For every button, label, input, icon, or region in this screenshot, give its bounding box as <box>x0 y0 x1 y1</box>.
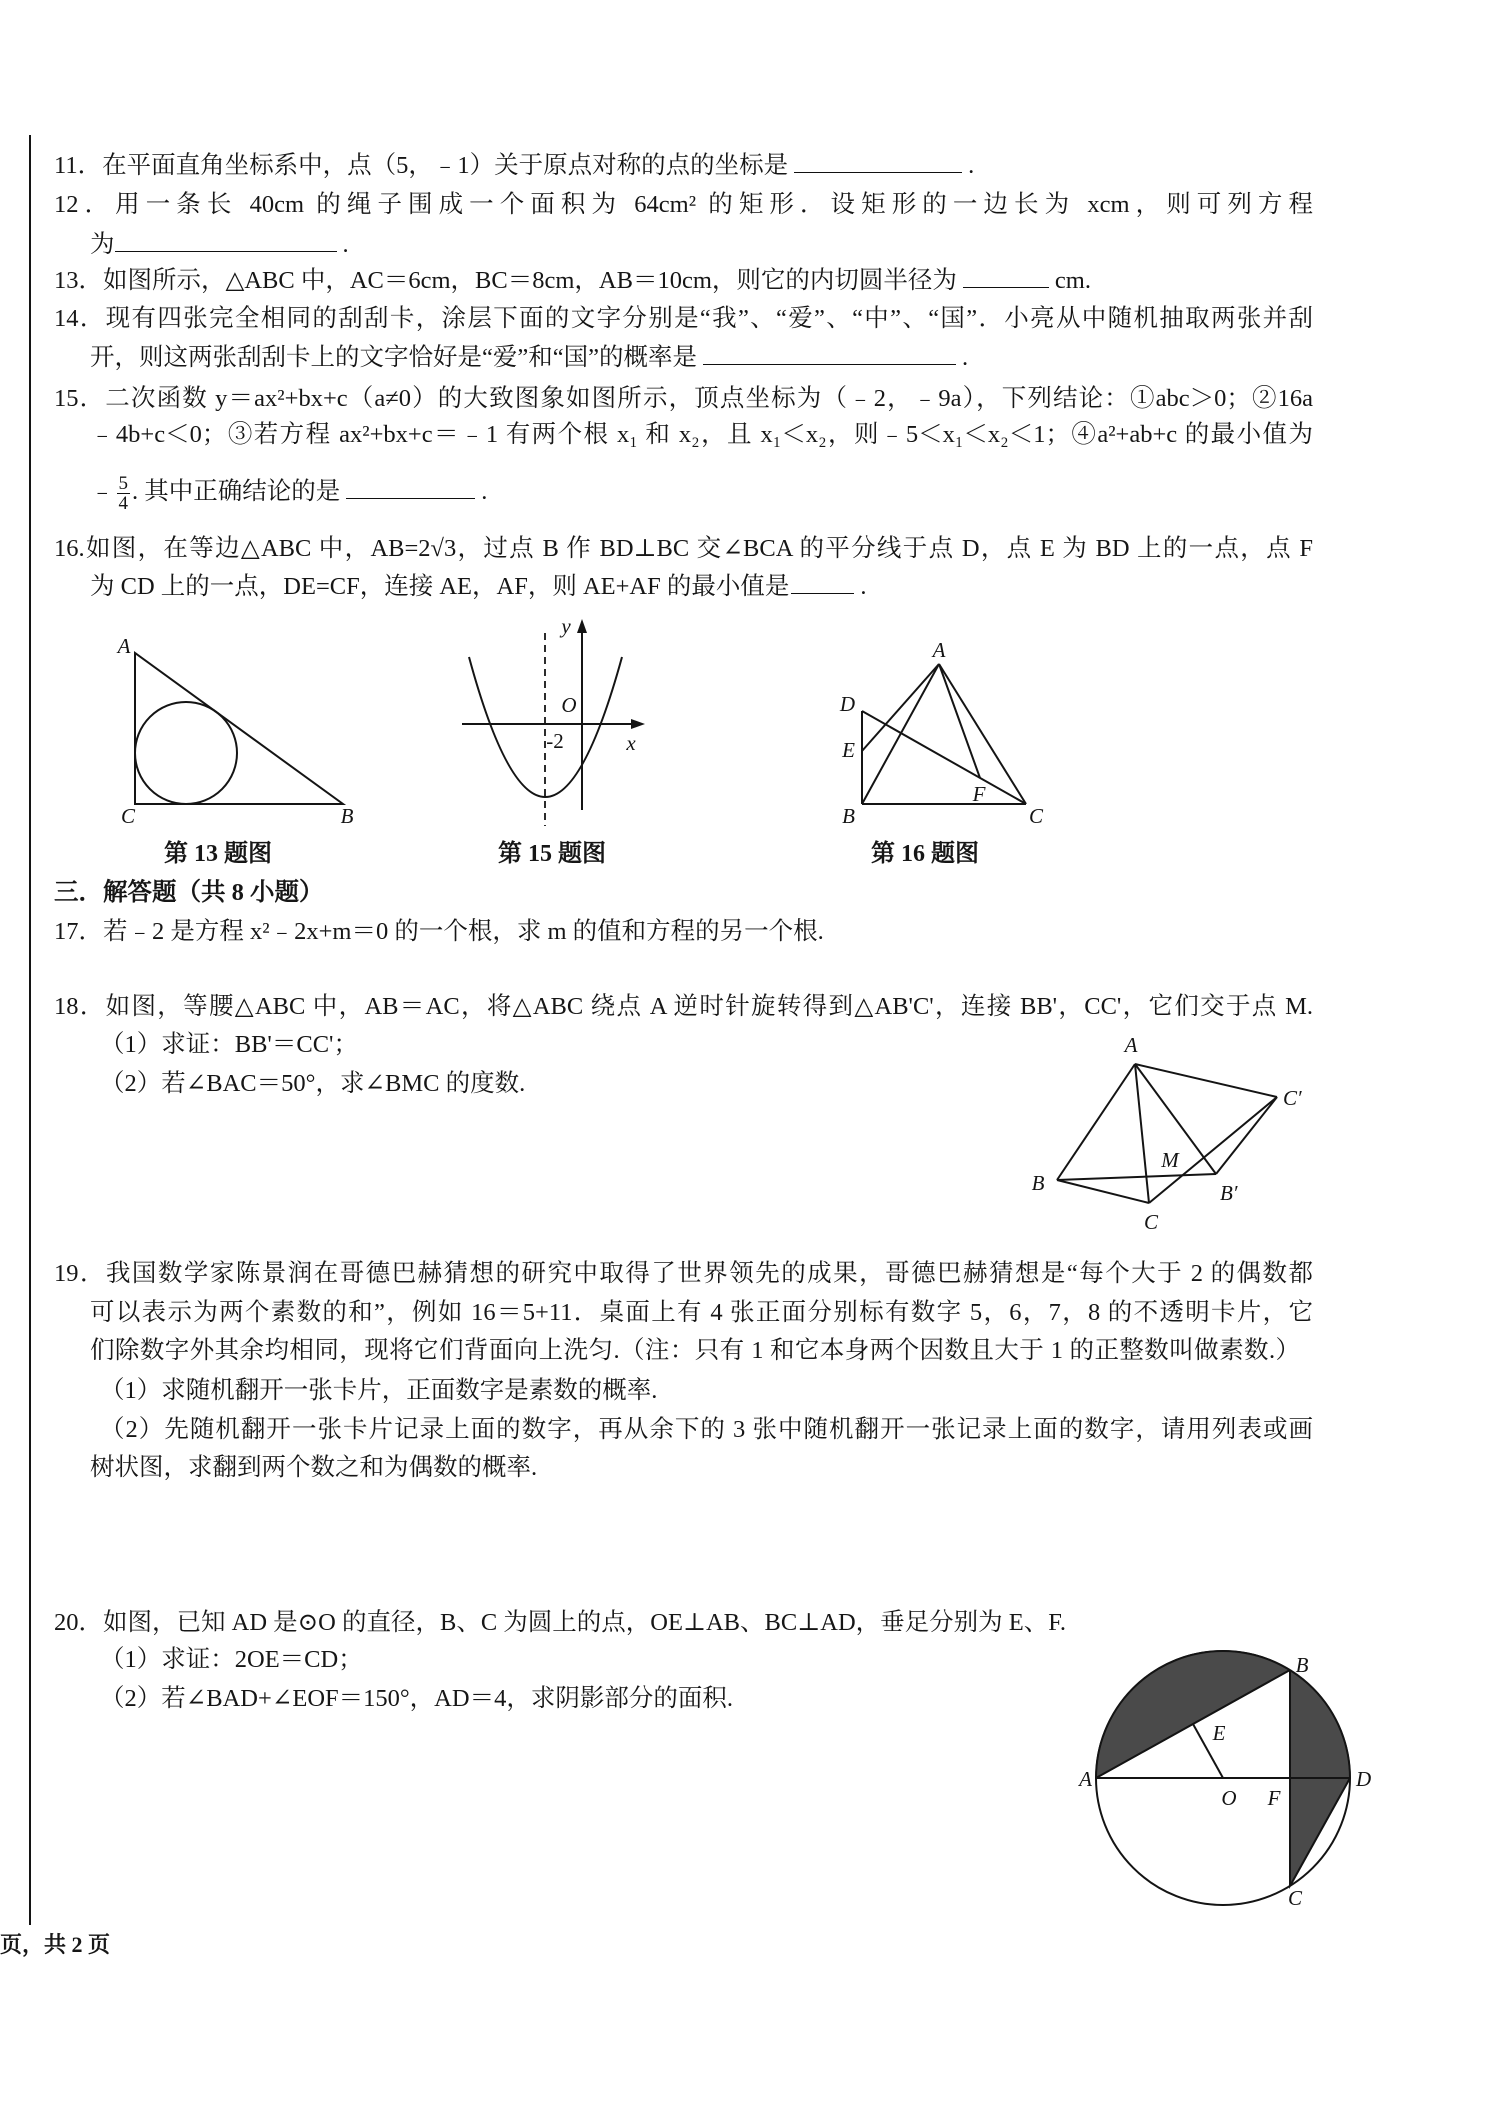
q13-text: 13．如图所示，△ABC 中，AC＝6cm，BC＝8cm，AB＝10cm，则它的内切圆半径为 <box>54 267 957 294</box>
q16-line1: 16.如图，在等边△ABC 中，AB=2√3，过点 B 作 BD⊥BC 交∠BCA 的平分线于点 D，点 E 为 BD 上的一点，点 F <box>54 535 1313 562</box>
q20-stem: 20．如图，已知 AD 是⊙O 的直径，B、C 为圆上的点，OE⊥AB、BC⊥AD，垂足分别为 E、F. <box>54 1609 1067 1636</box>
fig20-label-f: F <box>1267 1786 1281 1810</box>
x-axis-arrow <box>631 719 645 729</box>
segment-ab <box>862 664 939 804</box>
figure-16 <box>839 638 1044 828</box>
q15-fraction-denominator: 4 <box>118 492 128 514</box>
fig16-caption: 第 16 题图 <box>871 841 979 867</box>
q20-part1: （1）求证：2OE＝CD； <box>100 1646 363 1673</box>
q19-part1: （1）求随机翻开一张卡片，正面数字是素数的概率. <box>100 1377 658 1404</box>
q15-line2: ﹣4b+c＜0；③若方程 ax²+bx+c＝﹣1 有两个根 x₁ 和 x₂，且 x₁＜x₂，则﹣5＜x₁＜x₂＜1；④a²+ab+c 的最小值为 <box>90 421 1313 448</box>
q18-stem: 18．如图，等腰△ABC 中，AB＝AC，将△ABC 绕点 A 逆时针旋转得到△AB'C'，连接 BB'，CC'，它们交于点 M. <box>54 993 1313 1020</box>
fig20-label-b: B <box>1295 1653 1309 1677</box>
q15-minus-sign: ﹣ <box>90 478 115 505</box>
fig16-label-a: A <box>932 638 946 662</box>
fig13-label-b: B <box>340 804 354 828</box>
q16-line2-end: . <box>860 573 867 600</box>
fig20-label-a: A <box>1079 1767 1092 1791</box>
q12-line1: 12．用一条长 40cm 的绳子围成一个面积为 64cm² 的矩形．设矩形的一边长为 xcm，则可列方程 <box>54 191 1313 218</box>
parabola <box>469 657 622 797</box>
fig20-label-d: D <box>1356 1767 1372 1791</box>
figure-15 <box>462 614 645 826</box>
fig15-label-x: x <box>626 731 636 755</box>
q19-line2: 可以表示为两个素数的和”，例如 16＝5+11．桌面上有 4 张正面分别标有数字 5，6，7，8 的不透明卡片，它 <box>90 1299 1313 1326</box>
triangle-abc <box>135 653 343 804</box>
q18-part1: （1）求证：BB'＝CC'； <box>100 1031 358 1058</box>
q16-line2-text: 为 CD 上的一点，DE=CF，连接 AE，AF，则 AE+AF 的最小值是 <box>90 573 790 600</box>
page-footer: 页，共 2 页 <box>0 1932 111 1957</box>
q19-part2-line2: 树状图，求翻到两个数之和为偶数的概率. <box>90 1454 538 1481</box>
segment-bc <box>1057 1180 1149 1203</box>
q12-line2-end: . <box>342 231 349 258</box>
fig15-label-y: y <box>561 614 571 638</box>
fig16-label-c: C <box>1028 804 1044 828</box>
q17-line: 17．若﹣2 是方程 x²﹣2x+m＝0 的一个根，求 m 的值和方程的另一个根. <box>54 918 824 945</box>
q19-line1: 19．我国数学家陈景润在哥德巴赫猜想的研究中取得了世界领先的成果，哥德巴赫猜想是“每个大于 2 的偶数都 <box>54 1260 1313 1287</box>
q20-part2: （2）若∠BAD+∠EOF＝150°，AD＝4，求阴影部分的面积. <box>100 1685 733 1712</box>
fig20-label-c: C <box>1287 1886 1303 1910</box>
q19-part2-line1: （2）先随机翻开一张卡片记录上面的数字，再从余下的 3 张中随机翻开一张记录上面的数字，请用列表或画 <box>100 1416 1313 1443</box>
segment-bb-prime <box>1057 1174 1216 1180</box>
fig16-label-b: B <box>842 804 855 828</box>
fig18-label-a: A <box>1124 1033 1138 1057</box>
figure-13 <box>116 634 354 828</box>
figure-18 <box>1032 1033 1302 1234</box>
q14-line2-end: . <box>962 344 969 371</box>
q18-part2: （2）若∠BAC＝50°，求∠BMC 的度数. <box>100 1070 526 1097</box>
fig13-caption: 第 13 题图 <box>164 841 272 867</box>
fig18-label-c-prime: C′ <box>1283 1086 1302 1110</box>
segment-ae <box>862 664 939 751</box>
shaded-segment-ab <box>1096 1651 1290 1778</box>
fig20-label-o: O <box>1221 1786 1237 1810</box>
segment-ac <box>1135 1064 1149 1203</box>
fig15-label-origin: O <box>561 693 577 717</box>
fig15-label-neg2: -2 <box>546 729 564 753</box>
fig15-caption: 第 15 题图 <box>498 841 606 867</box>
q15-line1: 15．二次函数 y＝ax²+bx+c（a≠0）的大致图象如图所示，顶点坐标为（﹣2，﹣9a），下列结论：①abc＞0；②16a <box>54 385 1313 412</box>
section-title: 三．解答题（共 8 小题） <box>54 879 324 906</box>
fig18-label-m: M <box>1161 1148 1179 1172</box>
segment-b-prime-c-prime <box>1216 1097 1277 1174</box>
segment-ab <box>1057 1064 1135 1180</box>
fig18-label-b-prime: B′ <box>1220 1181 1238 1205</box>
fig13-label-c: C <box>120 804 136 828</box>
fig16-label-e: E <box>842 738 855 762</box>
q11-end: . <box>968 152 975 179</box>
fig20-label-e: E <box>1212 1721 1226 1745</box>
q15-fraction-numerator: 5 <box>118 472 128 494</box>
fig18-label-c: C <box>1143 1210 1159 1234</box>
q15-line3-text: . 其中正确结论的是 <box>132 478 341 505</box>
incircle <box>135 702 237 804</box>
q19-line3: 们除数字外其余均相同，现将它们背面向上洗匀.（注：只有 1 和它本身两个因数且大于 1 的正整数叫做素数.） <box>90 1337 1300 1364</box>
fig18-label-b: B <box>1031 1171 1045 1195</box>
q14-line2-text: 开，则这两张刮刮卡上的文字恰好是“爱”和“国”的概率是 <box>90 344 697 371</box>
q15-line3-end: . <box>481 478 488 505</box>
q13-end: cm. <box>1054 267 1091 294</box>
figure-20 <box>1077 1651 1371 1910</box>
q12-line2-start: 为 <box>90 231 115 258</box>
y-axis-arrow <box>577 619 587 633</box>
fig16-label-f: F <box>972 782 986 806</box>
q11-text: 11．在平面直角坐标系中，点（5，﹣1）关于原点对称的点的坐标是 <box>54 152 789 179</box>
fig16-label-d: D <box>839 692 855 716</box>
q14-line1: 14．现有四张完全相同的刮刮卡，涂层下面的文字分别是“我”、“爱”、“中”、“国”．小亮从中随机抽取两张并刮 <box>54 305 1313 332</box>
fig13-label-a: A <box>117 634 131 658</box>
